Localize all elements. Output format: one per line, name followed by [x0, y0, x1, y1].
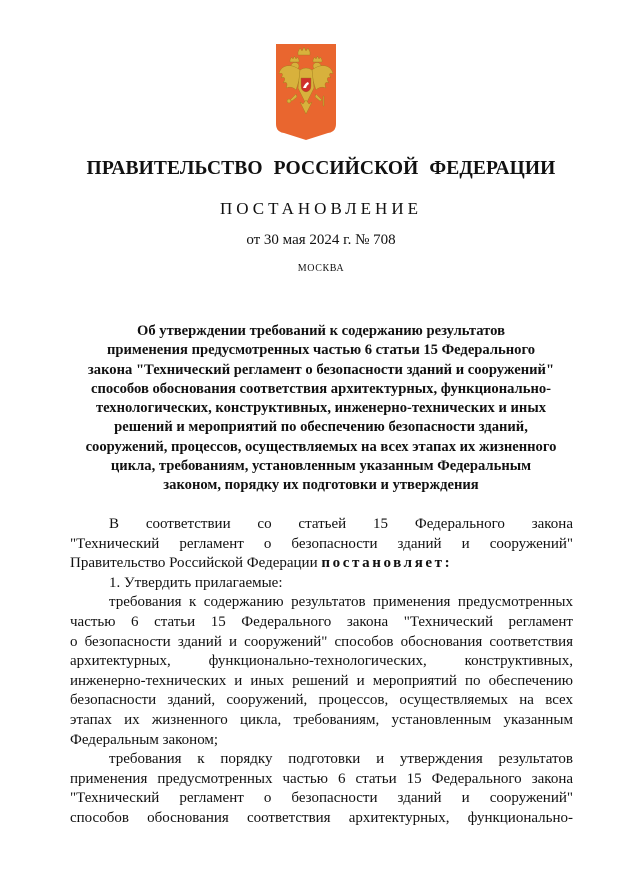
heading-line: решений и мероприятий по обеспечению безопасности зданий, — [114, 419, 528, 436]
body-line: способов обоснования соответствия архитектурных, функционально- — [70, 809, 573, 826]
body-line: Федеральным законом; — [70, 731, 219, 748]
document-heading — [62, 322, 580, 496]
body-line: этапах их жизненного цикла, требованиям, установленным указанным — [70, 711, 573, 728]
body-line: о безопасности зданий и сооружений" способов обоснования соответствия — [70, 633, 573, 650]
russian-coat-of-arms-icon — [276, 44, 336, 140]
heading-line: технологических, конструктивных, инженерно-технических и иных — [95, 400, 547, 417]
body-line: требования к порядку подготовки и утверждения результатов — [109, 751, 573, 768]
body-line — [70, 554, 573, 574]
heading-line: Об утверждении требований к содержанию результатов — [137, 323, 505, 339]
body-line: В соответствии со статьей 15 Федерального закона — [109, 516, 573, 532]
heading-line: способов обоснования соответствия архитектурных, функционально- — [90, 380, 552, 397]
heading-line: цикла, требованиям, установленным указанным Федеральным — [110, 458, 532, 475]
body-line: частью 6 статьи 15 Федерального закона "Технический регламент — [70, 613, 573, 630]
document-city: МОСКВА — [297, 263, 345, 274]
heading-line: законом, порядку их подготовки и утверждения — [163, 477, 479, 494]
body-line: применения предусмотренных частью 6 статьи 15 Федерального закона — [70, 770, 573, 787]
body-line: безопасности зданий, сооружений, процессов, осуществляемых на всех — [70, 692, 573, 709]
body-line: 1. Утвердить прилагаемые: — [109, 574, 283, 591]
body-line: инженерно-технических и иных решений и мероприятий по обеспечению — [70, 672, 573, 689]
decree-word: постановляет: — [321, 555, 453, 572]
body-line: "Технический регламент о безопасности зданий и сооружений" — [70, 790, 573, 807]
heading-line: применения предусмотренных частью 6 статьи 15 Федерального — [106, 342, 536, 359]
body-text: Правительство Российской Федерации — [70, 555, 318, 572]
document-type: ПОСТАНОВЛЕНИЕ — [219, 199, 422, 218]
body-line: архитектурных, функционально-технологических, конструктивных, — [70, 653, 573, 670]
heading-line: сооружений, процессов, осуществляемых на всех этапах их жизненного — [85, 438, 557, 455]
government-title: ПРАВИТЕЛЬСТВО РОССИЙСКОЙ ФЕДЕРАЦИИ — [86, 158, 556, 179]
body-line: "Технический регламент о безопасности зданий и сооружений" — [70, 535, 573, 552]
body-line: требования к содержанию результатов применения предусмотренных — [109, 594, 573, 611]
document-body — [70, 515, 573, 829]
document-date: от 30 мая 2024 г. № 708 — [246, 232, 396, 248]
heading-line: закона "Технический регламент о безопасности зданий и сооружений" — [87, 361, 555, 378]
